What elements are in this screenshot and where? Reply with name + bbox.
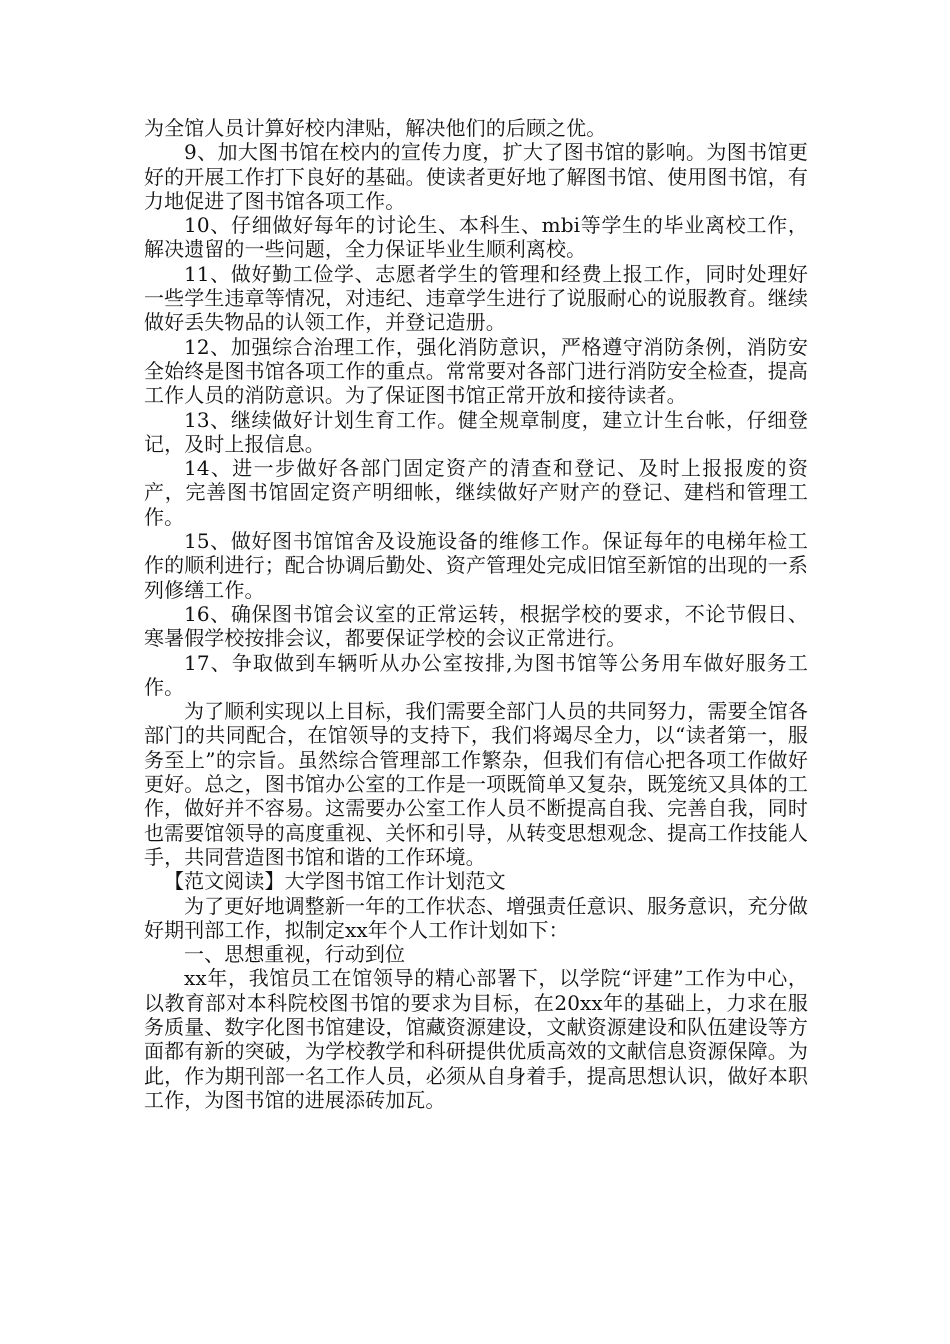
paragraph-body: xx年，我馆员工在馆领导的精心部署下，以学院“评建”工作为中心，以教育部对本科院校图书馆的要求为目标，在20xx年的基础上，力求在服务质量、数字化图书馆建设，馆藏资源建设，文献资源建设和队伍建设等方面都有新的突破，为学校教学和科研提供优质高效的文献信息资源保障。为此，作为期刊部一名工作人员，必须从自身着手，提高思想认识，做好本职工作，为图书馆的进展添砖加瓦。: [144, 966, 808, 1112]
paragraph-continued: 为全馆人员计算好校内津贴，解决他们的后顾之优。: [144, 116, 607, 140]
document-page: [144, 116, 808, 1112]
paragraph-item-11: 11、做好勤工俭学、志愿者学生的管理和经费上报工作，同时处理好一些学生违章等情况，对违纪、违章学生进行了说服耐心的说服教育。继续做好丢失物品的认领工作，并登记造册。: [144, 261, 808, 335]
paragraph-item-12: 12、加强综合治理工作，强化消防意识，严格遵守消防条例，消防安全始终是图书馆各项工作的重点。常常要对各部门进行消防安全检查，提高工作人员的消防意识。为了保证图书馆正常开放和接待读者。: [144, 334, 808, 408]
section-heading: 【范文阅读】大学图书馆工作计划范文: [164, 869, 506, 894]
paragraph-item-9: 9、加大图书馆在校内的宣传力度，扩大了图书馆的影响。为图书馆更好的开展工作打下良好的基础。使读者更好地了解图书馆、使用图书馆，有力地促进了图书馆各项工作。: [144, 140, 808, 213]
paragraph-item-14: 14、进一步做好各部门固定资产的清查和登记、及时上报报废的资产，完善图书馆固定资产明细帐，继续做好产财产的登记、建档和管理工作。: [144, 456, 808, 529]
paragraph-item-13: 13、继续做好计划生育工作。健全规章制度，建立计生台帐，仔细登记，及时上报信息。: [144, 407, 808, 456]
paragraph-item-16: 16、确保图书馆会议室的正常运转，根据学校的要求，不论节假日、寒暑假学校按排会议，都要保证学校的会议正常进行。: [144, 601, 808, 651]
paragraph-summary: 为了顺利实现以上目标，我们需要全部门人员的共同努力，需要全馆各部门的共同配合，在馆领导的支持下，我们将竭尽全力，以“读者第一，服务至上”的宗旨。虽然综合管理部工作繁杂，但我们有信心把各项工作做好更好。总之，图书馆办公室的工作是一项既简单又复杂，既笼统又具体的工作，做好并不容易。这需要办公室工作人员不断提高自我、完善自我，同时也需要馆领导的高度重视、关怀和引导，从转变思想观念、提高工作技能人手，共同营造图书馆和谐的工作环境。: [144, 699, 808, 869]
paragraph-item-17: 17、争取做到车辆听从办公室按排,为图书馆等公务用车做好服务工作。: [144, 650, 808, 699]
paragraph-item-15: 15、做好图书馆馆舍及设施设备的维修工作。保证每年的电梯年检工作的顺利进行；配合协调后勤处、资产管理处完成旧馆至新馆的出现的一系列修缮工作。: [144, 529, 808, 602]
subheading-one: 一、思想重视，行动到位: [184, 942, 406, 967]
paragraph-item-10: 10、仔细做好每年的讨论生、本科生、mbi等学生的毕业离校工作，解决遗留的一些问题，全力保证毕业生顺利离校。: [144, 213, 808, 262]
paragraph-intro: 为了更好地调整新一年的工作状态、增强责任意识、服务意识，充分做好期刊部工作，拟制定xx年个人工作计划如下：: [144, 893, 808, 942]
